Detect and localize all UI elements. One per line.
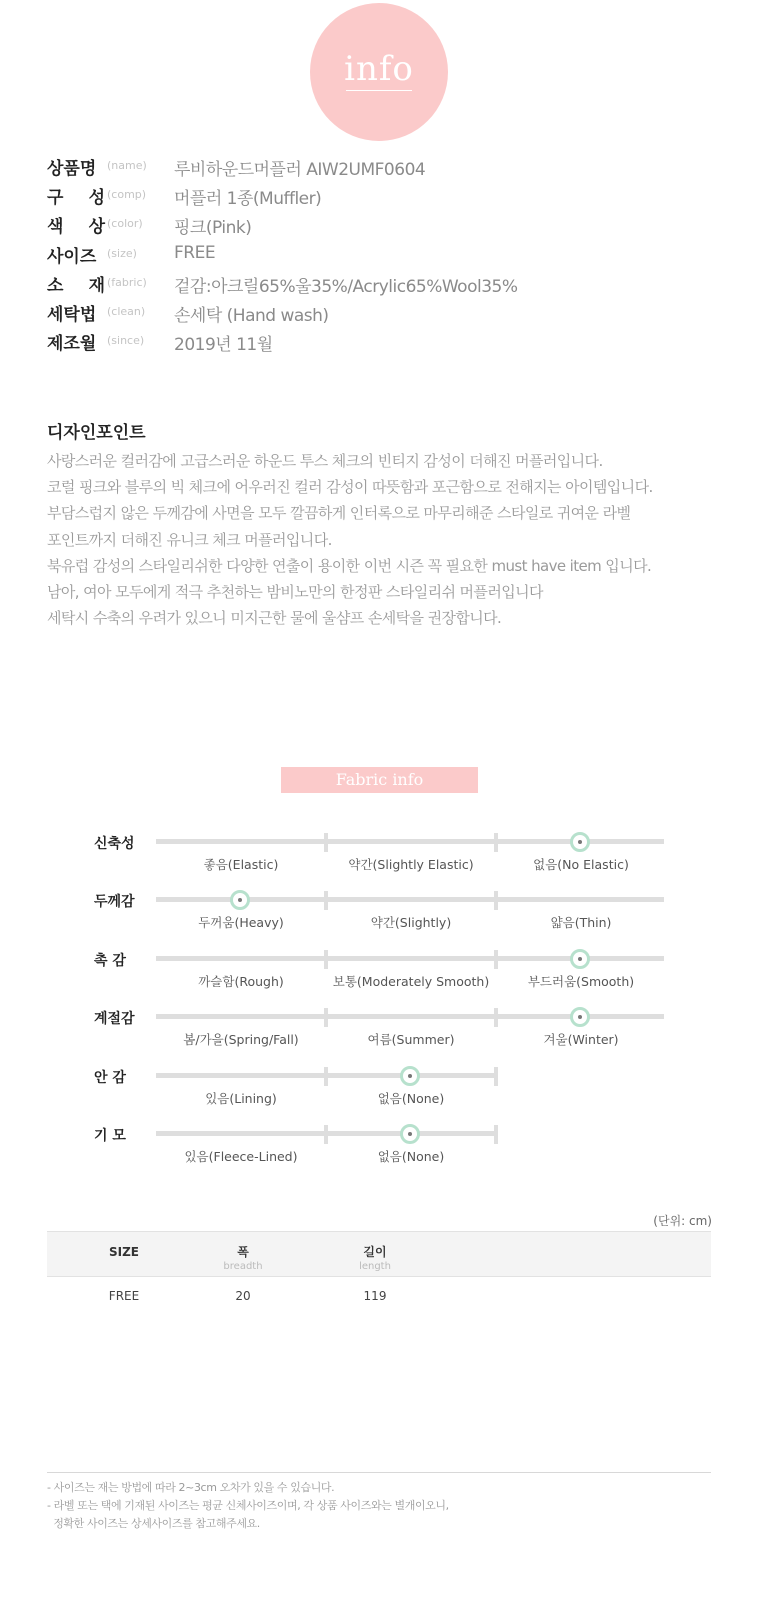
info-title-underline	[346, 90, 412, 91]
spec-label: 구 성	[47, 188, 105, 209]
fabric-selected-marker	[400, 1124, 420, 1144]
spec-label-english: (clean)	[107, 305, 146, 318]
spec-value: 핑크(Pink)	[174, 218, 252, 239]
spec-label: 색 상	[47, 217, 105, 238]
fabric-option-label: 약간(Slightly)	[370, 915, 452, 931]
size-unit-note: (단위: cm)	[653, 1214, 712, 1228]
spec-value: 머플러 1종(Muffler)	[174, 189, 322, 210]
spec-row	[47, 154, 747, 180]
spec-row	[47, 271, 747, 297]
size-note-line: - 사이즈는 재는 방법에 따라 2~3cm 오차가 있을 수 있습니다.	[47, 1481, 335, 1494]
size-column-header	[315, 1243, 435, 1272]
fabric-scale-tick	[324, 891, 328, 910]
fabric-option-label: 없음(None)	[377, 1149, 445, 1164]
table-cell: FREE	[108, 1289, 140, 1303]
design-point-line: 세탁시 수축의 우려가 있으니 미지근한 물에 울샴프 손세탁을 권장합니다.	[47, 609, 502, 628]
design-point-line: 포인트까지 더해진 유니크 체크 머플러입니다.	[47, 530, 332, 549]
fabric-scale-tick	[324, 1067, 328, 1086]
fabric-row	[0, 1125, 780, 1165]
fabric-selected-marker	[570, 949, 590, 969]
spec-label: 세탁법	[47, 305, 97, 325]
info-badge	[310, 3, 448, 141]
spec-row	[47, 212, 747, 238]
size-notes	[47, 1479, 747, 1533]
spec-label-english: (fabric)	[107, 275, 147, 289]
fabric-row-label: 신축성	[94, 836, 135, 852]
size-column-header-korean: SIZE	[108, 1245, 139, 1259]
fabric-scale-tick	[324, 833, 328, 852]
fabric-option-label: 까슬함(Rough)	[198, 973, 284, 989]
spec-row	[47, 242, 747, 268]
spec-label-english: (color)	[107, 217, 143, 231]
fabric-scale-tick	[494, 891, 498, 910]
fabric-row-label: 계절감	[94, 1011, 135, 1028]
spec-label-english: (size)	[107, 246, 137, 260]
fabric-selected-marker	[230, 890, 250, 910]
fabric-option-label: 부드러움(Smooth)	[527, 973, 635, 989]
fabric-option-label: 겨울(Winter)	[543, 1032, 619, 1048]
fabric-info-title: Fabric info	[281, 767, 478, 793]
spec-row	[47, 183, 747, 209]
size-column-header	[183, 1243, 303, 1272]
size-column-header-english: length	[359, 1261, 391, 1272]
fabric-option-label: 두꺼움(Heavy)	[198, 915, 284, 931]
fabric-option-label: 있음(Fleece-Lined)	[184, 1149, 298, 1164]
fabric-option-label: 있음(Lining)	[205, 1090, 277, 1106]
info-title: info	[344, 49, 414, 89]
design-point-line: 부담스럽지 않은 두께감에 사면을 모두 깔끔하게 인터록으로 마무리해준 스타일로 귀여운 라벨	[47, 504, 631, 523]
fabric-option-label: 없음(No Elastic)	[533, 857, 629, 872]
design-point-line: 사랑스러운 컬러감에 고급스러운 하운드 투스 체크의 빈티지 감성이 더해진 머플러입니다.	[47, 452, 603, 470]
design-point-title: 디자인포인트	[47, 423, 146, 443]
spec-value: 손세탁 (Hand wash)	[174, 306, 329, 326]
size-column-header-korean: 폭	[237, 1245, 249, 1259]
fabric-option-label: 약간(Slightly Elastic)	[348, 857, 474, 872]
fabric-row	[0, 833, 780, 873]
table-row	[47, 1277, 711, 1317]
fabric-scale-tick	[494, 1067, 498, 1086]
fabric-option-label: 좋음(Elastic)	[203, 857, 279, 872]
size-column-header	[64, 1245, 184, 1259]
size-column-header-english: breadth	[223, 1261, 263, 1272]
spec-label-english: (since)	[107, 334, 145, 348]
size-table	[47, 1231, 711, 1317]
fabric-row-label: 촉 감	[94, 952, 126, 969]
fabric-option-label: 보통(Moderately Smooth)	[332, 973, 490, 989]
fabric-option-label: 봄/가을(Spring/Fall)	[183, 1032, 299, 1048]
fabric-option-label: 여름(Summer)	[367, 1032, 455, 1048]
spec-label: 소 재	[47, 275, 105, 296]
spec-value: 루비하운드머플러 AIW2UMF0604	[174, 160, 426, 180]
fabric-row	[0, 1008, 780, 1048]
spec-label: 제조월	[47, 334, 97, 355]
fabric-scale-tick	[324, 1125, 328, 1144]
fabric-row	[0, 891, 780, 931]
spec-label: 상품명	[47, 159, 97, 179]
design-point-line: 북유럽 감성의 스타일리쉬한 다양한 연출이 용이한 이번 시즌 꼭 필요한 must have item 입니다.	[47, 556, 652, 575]
fabric-selected-marker	[570, 832, 590, 852]
fabric-scale-tick	[494, 1008, 498, 1027]
spec-row	[47, 300, 747, 326]
fabric-row-label: 안 감	[94, 1069, 126, 1086]
design-point-line: 남아, 여아 모두에게 적극 추천하는 밤비노만의 한정판 스타일리쉬 머플러입니다	[47, 582, 543, 601]
fabric-option-label: 없음(None)	[377, 1090, 445, 1106]
table-cell: 20	[235, 1289, 251, 1303]
spec-value: 겉감:아크릴65%울35%/Acrylic65%Wool35%	[174, 276, 518, 297]
fabric-scale-tick	[324, 950, 328, 969]
size-table-header	[47, 1231, 711, 1277]
fabric-selected-marker	[400, 1066, 420, 1086]
size-column-header-korean: 길이	[363, 1245, 387, 1259]
table-cell: 119	[363, 1289, 387, 1303]
fabric-selected-marker	[570, 1007, 590, 1027]
fabric-row-label: 기 모	[94, 1128, 126, 1144]
spec-value: 2019년 11월	[174, 335, 273, 356]
size-note-line: - 라벨 또는 택에 기재된 사이즈는 평균 신체사이즈이며, 각 상품 사이즈와는 별개이오니,	[47, 1499, 449, 1512]
design-point-description	[47, 450, 737, 633]
size-note-line: 정확한 사이즈는 상세사이즈를 참고해주세요.	[47, 1517, 260, 1530]
fabric-scale-tick	[494, 950, 498, 969]
fabric-row-label: 두께감	[94, 894, 135, 911]
spec-label: 사이즈	[47, 246, 97, 267]
footer-divider	[47, 1472, 711, 1473]
spec-label-english: (comp)	[107, 188, 147, 202]
fabric-row	[0, 950, 780, 990]
spec-label-english: (name)	[107, 159, 147, 172]
fabric-row	[0, 1067, 780, 1107]
fabric-scale-tick	[494, 833, 498, 852]
spec-value: FREE	[174, 242, 216, 263]
fabric-scale-tick	[324, 1008, 328, 1027]
fabric-scale-tick	[494, 1125, 498, 1144]
spec-row	[47, 329, 747, 355]
fabric-option-label: 얇음(Thin)	[550, 915, 612, 931]
design-point-line: 코럴 핑크와 블루의 빅 체크에 어우러진 컬러 감성이 따뜻함과 포근함으로 전해지는 아이템입니다.	[47, 478, 653, 497]
